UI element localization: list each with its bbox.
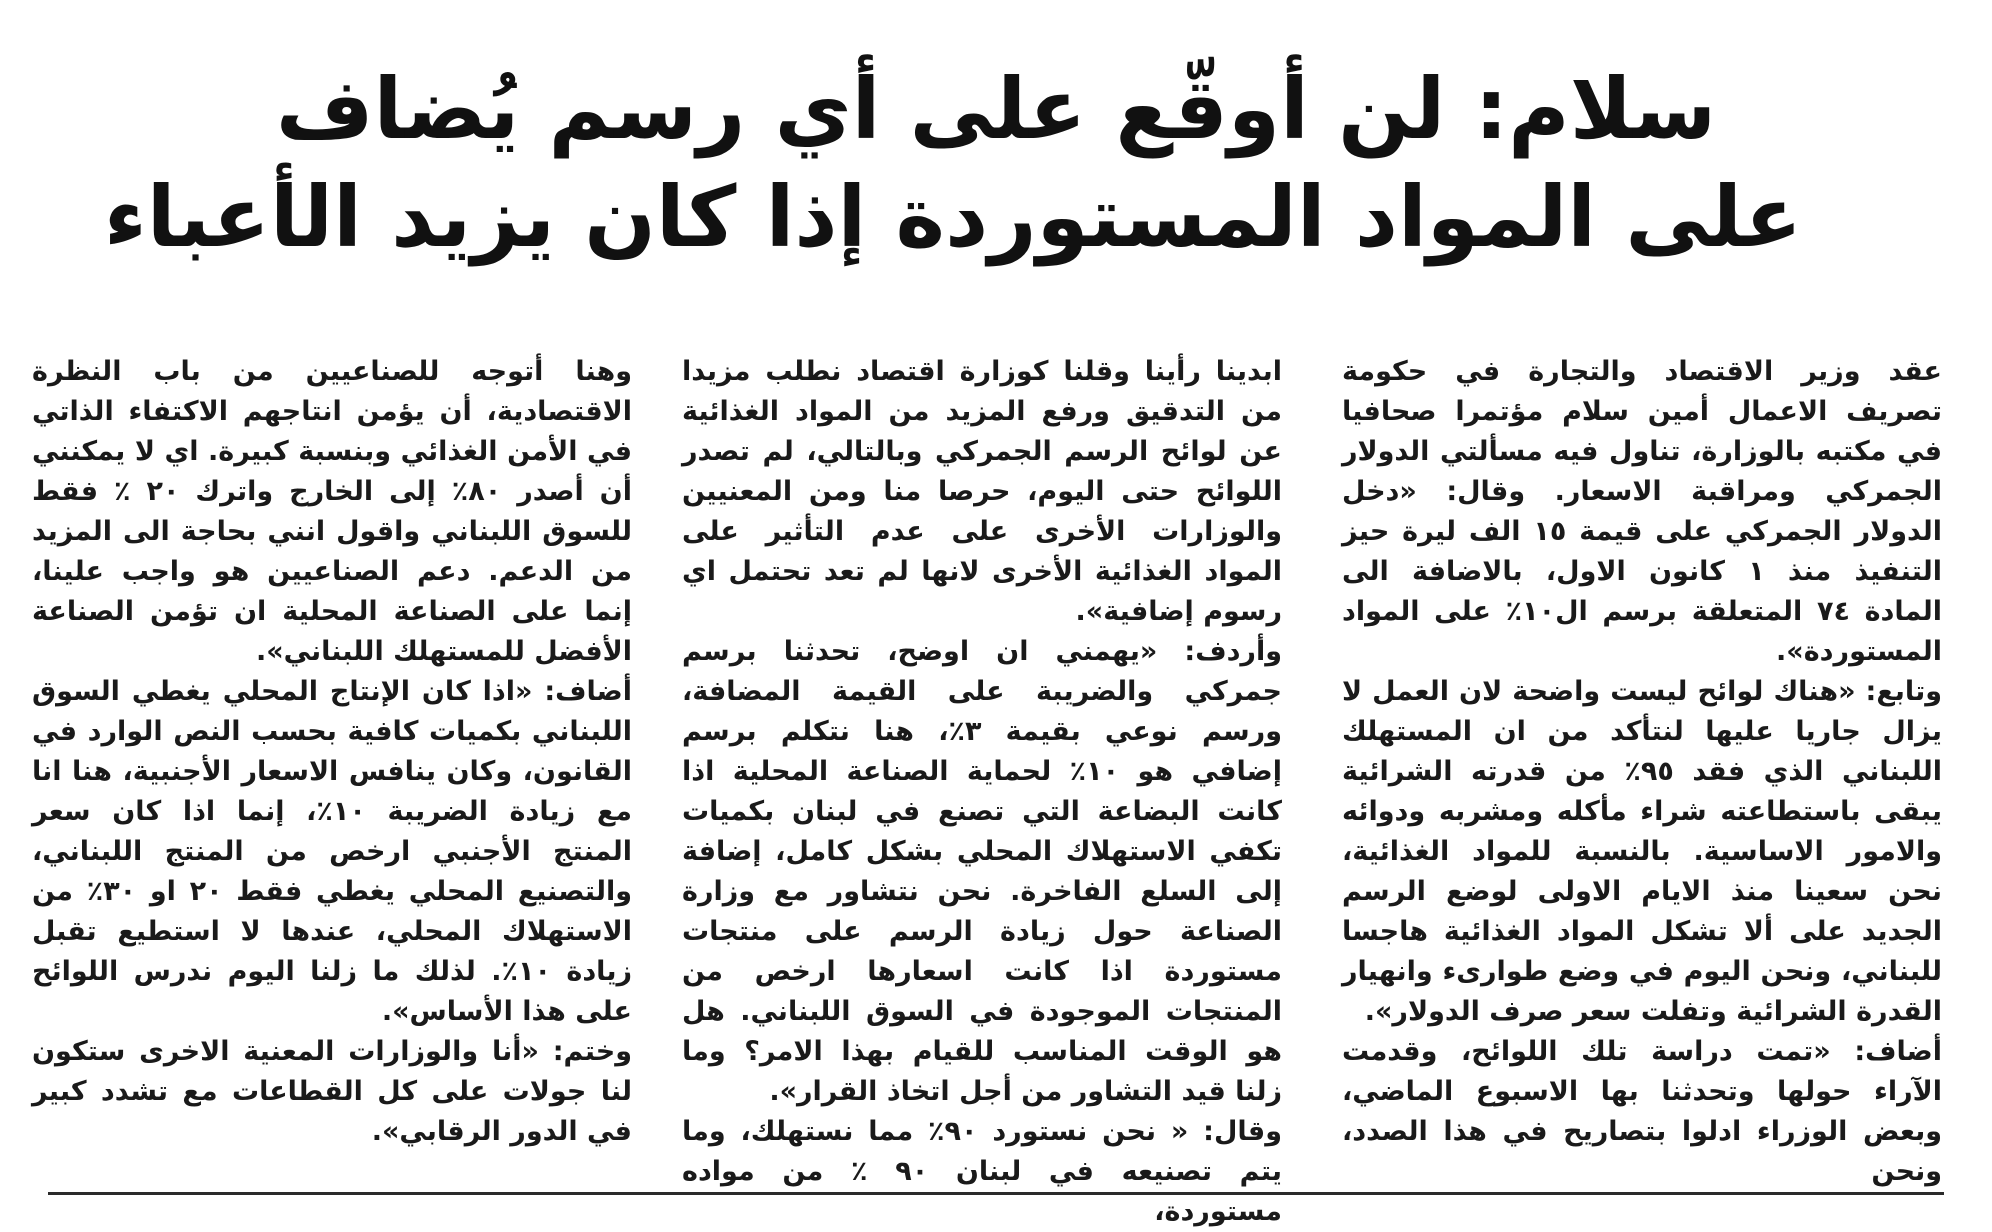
article-columns bbox=[32, 352, 1943, 1227]
paragraph: أضاف: «اذا كان الإنتاج المحلي يغطي السوق اللبناني بكميات كافية بحسب النص الوارد في القانون، وكان ينافس الاسعار الأجنبية، هنا انا مع زيادة الضريبة ١٠٪، إنما اذا كان سعر المنتج الأجنبي ارخص من المنتج اللبناني، والتصنيع المحلي يغطي فقط ٢٠ او ٣٠٪ من الاستهلاك المحلي، عندها لا استطيع تقبل زيادة ١٠٪. لذلك ما زلنا اليوم ندرس اللوائح على هذا الأساس». bbox=[32, 676, 632, 1027]
paragraph: وأردف: «يهمني ان اوضح، تحدثنا برسم جمركي والضريبة على القيمة المضافة، ورسم نوعي بقيمة ٣٪، هنا نتكلم برسم إضافي هو ١٠٪ لحماية الصناعة المحلية اذا كانت البضاعة التي تصنع في لبنان بكميات تكفي الاستهلاك المحلي بشكل كامل، إضافة إلى السلع الفاخرة. نحن نتشاور مع وزارة الصناعة حول زيادة الرسم على منتجات مستوردة اذا كانت اسعارها ارخص من المنتجات الموجودة في السوق اللبناني. هل هو الوقت المناسب للقيام بهذا الامر؟ وما زلنا قيد التشاور من أجل اتخاذ القرار». bbox=[682, 636, 1282, 1107]
paragraph: وختم: «أنا والوزارات المعنية الاخرى ستكون لنا جولات على كل القطاعات مع تشدد كبير في الدور الرقابي». bbox=[32, 1036, 632, 1147]
article-column-right bbox=[1342, 352, 1943, 1187]
paragraph: ابدينا رأينا وقلنا كوزارة اقتصاد نطلب مزيدا من التدقيق ورفع المزيد من المواد الغذائية عن لوائح الرسم الجمركي وبالتالي، لم تصدر اللوائح حتى اليوم، حرصا منا ومن المعنيين والوزارات الأخرى على عدم التأثير على المواد الغذائية الأخرى لانها لم تعد تحتمل اي رسوم إضافية». bbox=[682, 356, 1282, 627]
bottom-divider bbox=[48, 1192, 1944, 1195]
headline-line-1: سلام: لن أوقّع على أي رسم يُضاف bbox=[275, 60, 1717, 158]
paragraph: أضاف: «تمت دراسة تلك اللوائح، وقدمت الآراء حولها وتحدثنا بها الاسبوع الماضي، وبعض الوزراء ادلوا بتصاريح في هذا الصدد، ونحن bbox=[1342, 1036, 1942, 1187]
article-column-left bbox=[32, 352, 632, 1152]
headline-line-2: على المواد المستوردة إذا كان يزيد الأعباء bbox=[103, 168, 1802, 266]
paragraph: عقد وزير الاقتصاد والتجارة في حكومة تصريف الاعمال أمين سلام مؤتمرا صحافيا في مكتبه بالوزارة، تناول فيه مسألتي الدولار الجمركي ومراقبة الاسعار. وقال: «دخل الدولار الجمركي على قيمة ١٥ الف ليرة حيز التنفيذ منذ ١ كانون الاول، بالاضافة الى المادة ٧٤ المتعلقة برسم ال١٠٪ على المواد المستوردة». bbox=[1342, 356, 1943, 667]
paragraph: وتابع: «هناك لوائح ليست واضحة لان العمل لا يزال جاريا عليها لنتأكد من ان المستهلك اللبناني الذي فقد ٩٥٪ من قدرته الشرائية يبقى باستطاعته شراء مأكله ومشربه ودوائه والامور الاساسية. بالنسبة للمواد الغذائية، نحن سعينا منذ الايام الاولى لوضع الرسم الجديد على ألا تشكل المواد الغذائية هاجسا للبناني، ونحن اليوم في وضع طوارىء وانهيار القدرة الشرائية وتفلت سعر صرف الدولار». bbox=[1342, 676, 1942, 1027]
article-column-middle bbox=[682, 352, 1282, 1227]
headline bbox=[103, 55, 1802, 271]
paragraph: وهنا أتوجه للصناعيين من باب النظرة الاقتصادية، أن يؤمن انتاجهم الاكتفاء الذاتي في الأمن الغذائي وبنسبة كبيرة. اي لا يمكنني أن أصدر ٨٠٪ إلى الخارج واترك ٢٠ ٪ فقط للسوق اللبناني واقول انني بحاجة الى المزيد من الدعم. دعم الصناعيين هو واجب علينا، إنما على الصناعة المحلية ان تؤمن الصناعة الأفضل للمستهلك اللبناني». bbox=[32, 356, 632, 667]
paragraph: وقال: « نحن نستورد ٩٠٪ مما نستهلك، وما يتم تصنيعه في لبنان ٩٠ ٪ من مواده مستوردة، bbox=[682, 1116, 1282, 1227]
